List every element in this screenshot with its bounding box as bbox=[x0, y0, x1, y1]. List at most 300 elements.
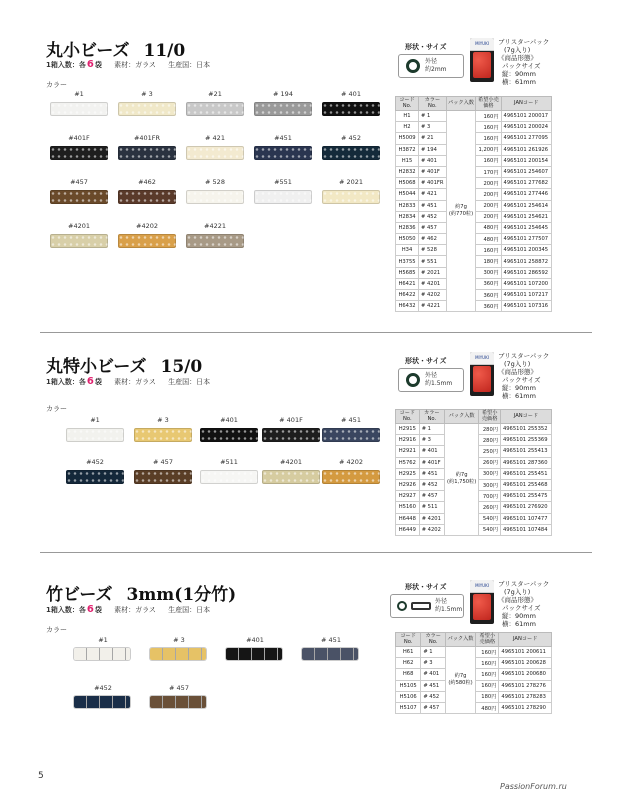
bead-strand-image bbox=[254, 102, 312, 116]
bead-strand-image bbox=[186, 146, 244, 160]
section-1-meta bbox=[46, 59, 210, 70]
price-cell: 160円 bbox=[476, 155, 501, 166]
code-cell: H2836 bbox=[396, 222, 419, 233]
bead-strand-image bbox=[118, 146, 176, 160]
color-swatch bbox=[150, 636, 208, 660]
color-no-cell: # 1 bbox=[421, 647, 446, 658]
code-cell: H2915 bbox=[396, 424, 420, 435]
code-cell: H2926 bbox=[396, 479, 420, 490]
bead-strand-image bbox=[50, 190, 108, 204]
color-no-cell: # 451 bbox=[421, 680, 446, 691]
section-3-title bbox=[46, 580, 236, 605]
color-swatch bbox=[254, 90, 312, 116]
jan-code-cell: 4965101 255475 bbox=[500, 491, 551, 502]
color-no-cell: # 1 bbox=[419, 111, 447, 122]
section-2-meta bbox=[46, 376, 210, 387]
jan-code-cell: 4965101 254607 bbox=[501, 166, 551, 177]
code-cell: H6449 bbox=[396, 524, 420, 535]
code-cell: H62 bbox=[396, 658, 421, 669]
price-cell: 540円 bbox=[479, 513, 501, 524]
color-swatch bbox=[74, 684, 132, 708]
column-header: JANコード bbox=[499, 633, 552, 647]
column-header: JANコード bbox=[500, 410, 551, 424]
box-qty-unit: 袋 bbox=[94, 606, 102, 614]
color-no-cell: # 21 bbox=[419, 133, 447, 144]
bead-strand-image bbox=[186, 190, 244, 204]
shape-size-title: 形状・サイズ bbox=[405, 43, 447, 51]
shape-size-title: 形状・サイズ bbox=[405, 357, 447, 365]
bead-strand-image bbox=[186, 102, 244, 116]
bead-strand-image bbox=[186, 234, 244, 248]
color-no-cell: # 4201 bbox=[419, 278, 447, 289]
code-cell: H5106 bbox=[396, 691, 421, 702]
price-cell: 160円 bbox=[476, 133, 501, 144]
code-cell: H5685 bbox=[396, 267, 419, 278]
color-no-cell: # 1 bbox=[419, 424, 444, 435]
jan-code-cell: 4965101 261926 bbox=[501, 144, 551, 155]
jan-code-cell: 4965101 255451 bbox=[500, 468, 551, 479]
price-cell: 160円 bbox=[476, 658, 499, 669]
color-number-label: #4201 bbox=[68, 222, 90, 230]
jan-code-cell: 4965101 276920 bbox=[500, 502, 551, 513]
box-qty-unit: 袋 bbox=[94, 378, 102, 386]
color-number-label: # 194 bbox=[273, 90, 293, 98]
jan-code-cell: 4965101 200345 bbox=[501, 245, 551, 256]
color-swatch bbox=[262, 458, 320, 484]
color-number-label: #452 bbox=[94, 684, 112, 692]
bead-strand-image bbox=[150, 648, 206, 660]
color-no-cell: # 452 bbox=[419, 479, 444, 490]
code-cell: H5009 bbox=[396, 133, 419, 144]
jan-code-cell: 4965101 254645 bbox=[501, 222, 551, 233]
shape-caption: 外径 約1.5mm bbox=[425, 372, 453, 387]
price-cell: 200円 bbox=[476, 211, 501, 222]
code-cell: H6421 bbox=[396, 278, 419, 289]
product-size: 3mm(1分竹) bbox=[126, 585, 237, 605]
bead-strand-image bbox=[50, 102, 108, 116]
price-cell: 180円 bbox=[476, 691, 499, 702]
color-no-cell: # 401FR bbox=[419, 178, 447, 189]
color-number-label: #1 bbox=[74, 90, 84, 98]
color-swatch bbox=[302, 636, 360, 660]
section-3-meta bbox=[46, 604, 210, 615]
jan-code-cell: 4965101 200680 bbox=[499, 669, 552, 680]
price-cell: 200円 bbox=[476, 200, 501, 211]
jan-code-cell: 4965101 255352 bbox=[500, 424, 551, 435]
box-qty-label: 1箱入数：各 bbox=[46, 606, 86, 614]
color-number-label: # 451 bbox=[341, 416, 361, 424]
product-size: 15/0 bbox=[160, 357, 203, 377]
price-cell: 540円 bbox=[479, 524, 501, 535]
jan-code-cell: 4965101 277507 bbox=[501, 234, 551, 245]
color-swatch bbox=[200, 458, 258, 484]
color-swatch bbox=[322, 134, 380, 160]
color-no-cell: # 401F bbox=[419, 166, 447, 177]
price-cell: 360円 bbox=[476, 290, 501, 301]
column-header: パック入数 bbox=[444, 410, 478, 424]
bead-strand-image bbox=[50, 146, 108, 160]
bead-strand-image bbox=[200, 428, 258, 442]
blister-pack-image: MIYUKI bbox=[470, 352, 494, 396]
jan-code-cell: 4965101 255413 bbox=[500, 446, 551, 457]
bead-strand-image bbox=[254, 146, 312, 160]
bead-strand-image bbox=[322, 102, 380, 116]
table-row bbox=[396, 111, 552, 122]
code-cell: H5044 bbox=[396, 189, 419, 200]
price-cell: 360円 bbox=[476, 301, 501, 312]
color-number-label: # 457 bbox=[153, 458, 173, 466]
shape-frame bbox=[398, 54, 464, 78]
code-cell: H1 bbox=[396, 111, 419, 122]
color-no-cell: # 3 bbox=[419, 122, 447, 133]
bead-strand-image bbox=[50, 234, 108, 248]
shape-frame bbox=[390, 594, 464, 618]
shape-frame bbox=[398, 368, 464, 392]
price-cell: 300円 bbox=[479, 468, 501, 479]
price-cell: 200円 bbox=[476, 178, 501, 189]
product-size: 11/0 bbox=[143, 41, 186, 61]
price-cell: 280円 bbox=[479, 424, 501, 435]
color-swatch bbox=[322, 416, 380, 442]
product-name: 丸特小ビーズ bbox=[46, 357, 147, 377]
jan-code-cell: 4965101 277682 bbox=[501, 178, 551, 189]
color-number-label: #401F bbox=[68, 134, 90, 142]
round-bead-icon bbox=[406, 59, 420, 73]
jan-code-cell: 4965101 278290 bbox=[499, 702, 552, 713]
jan-code-cell: 4965101 278276 bbox=[499, 680, 552, 691]
color-number-label: # 401 bbox=[341, 90, 361, 98]
color-number-label: # 4202 bbox=[338, 458, 364, 466]
color-number-label: #401FR bbox=[133, 134, 161, 142]
color-number-label: # 528 bbox=[205, 178, 225, 186]
box-qty-label: 1箱入数：各 bbox=[46, 378, 86, 386]
spec-table-1 bbox=[395, 96, 552, 312]
color-swatch bbox=[50, 222, 108, 248]
price-cell: 160円 bbox=[476, 111, 501, 122]
color-no-cell: # 457 bbox=[419, 491, 444, 502]
color-no-cell: # 452 bbox=[421, 691, 446, 702]
color-swatch bbox=[186, 178, 244, 204]
pack-amount-cell: 約7g (約770粒) bbox=[446, 111, 476, 312]
bead-strand-image bbox=[322, 470, 380, 484]
jan-code-cell: 4965101 200024 bbox=[501, 122, 551, 133]
package-info: ブリスターパック (7g入り) 《商品形態》 パックサイズ 縦：90mm 横：61mm bbox=[498, 580, 550, 628]
price-cell: 160円 bbox=[476, 669, 499, 680]
color-swatch bbox=[134, 416, 192, 442]
color-no-cell: # 401 bbox=[419, 446, 444, 457]
price-cell: 200円 bbox=[476, 189, 501, 200]
origin: 生産国：日本 bbox=[168, 378, 211, 386]
color-number-label: #457 bbox=[70, 178, 88, 186]
color-number-label: #451 bbox=[274, 134, 292, 142]
color-heading: カラー bbox=[46, 81, 67, 89]
color-swatch bbox=[226, 636, 284, 660]
box-qty-number: 6 bbox=[86, 59, 94, 70]
color-no-cell: # 401 bbox=[419, 155, 447, 166]
color-number-label: #401 bbox=[220, 416, 238, 424]
section-divider bbox=[40, 552, 592, 553]
code-cell: H5068 bbox=[396, 178, 419, 189]
color-no-cell: # 4202 bbox=[419, 290, 447, 301]
price-cell: 260円 bbox=[479, 457, 501, 468]
bead-strand-image bbox=[254, 190, 312, 204]
color-no-cell: # 551 bbox=[419, 256, 447, 267]
color-swatch bbox=[150, 684, 208, 708]
column-header: パック入数 bbox=[446, 97, 476, 111]
color-swatch bbox=[134, 458, 192, 484]
color-number-label: # 3 bbox=[157, 416, 169, 424]
bead-strand-image bbox=[118, 190, 176, 204]
color-number-label: # 3 bbox=[173, 636, 185, 644]
price-cell: 160円 bbox=[476, 245, 501, 256]
bead-strand-image bbox=[322, 190, 380, 204]
origin: 生産国：日本 bbox=[168, 606, 211, 614]
jan-code-cell: 4965101 107316 bbox=[501, 301, 551, 312]
bead-strand-image bbox=[74, 648, 130, 660]
color-no-cell: # 457 bbox=[421, 702, 446, 713]
column-header: パック入数 bbox=[445, 633, 475, 647]
price-cell: 480円 bbox=[476, 234, 501, 245]
code-cell: H2 bbox=[396, 122, 419, 133]
bead-strand-image bbox=[134, 470, 192, 484]
color-number-label: #21 bbox=[208, 90, 222, 98]
price-cell: 360円 bbox=[476, 278, 501, 289]
color-no-cell: # 2021 bbox=[419, 267, 447, 278]
color-number-label: #4201 bbox=[280, 458, 302, 466]
column-header: JANコード bbox=[501, 97, 551, 111]
spec-table-3 bbox=[395, 632, 552, 714]
price-cell: 170円 bbox=[476, 166, 501, 177]
color-number-label: #4221 bbox=[204, 222, 226, 230]
section-2-title bbox=[46, 352, 202, 377]
bead-strand-image bbox=[66, 428, 124, 442]
bead-strand-image bbox=[226, 648, 282, 660]
color-swatch bbox=[118, 134, 176, 160]
price-cell: 160円 bbox=[476, 122, 501, 133]
color-no-cell: # 457 bbox=[419, 222, 447, 233]
jan-code-cell: 4965101 278283 bbox=[499, 691, 552, 702]
jan-code-cell: 4965101 277095 bbox=[501, 133, 551, 144]
color-swatch bbox=[118, 222, 176, 248]
table-header-row bbox=[396, 410, 552, 424]
color-number-label: # 452 bbox=[341, 134, 361, 142]
code-cell: H68 bbox=[396, 669, 421, 680]
code-cell: H2834 bbox=[396, 211, 419, 222]
code-cell: H34 bbox=[396, 245, 419, 256]
bead-strand-image bbox=[200, 470, 258, 484]
package-info: ブリスターパック (7g入り) 《商品形態》 パックサイズ 縦：90mm 横：61mm bbox=[498, 38, 550, 86]
jan-code-cell: 4965101 254621 bbox=[501, 211, 551, 222]
section-divider bbox=[40, 332, 592, 333]
column-header: 希望小売価格 bbox=[479, 410, 501, 424]
code-cell: H61 bbox=[396, 647, 421, 658]
color-number-label: #1 bbox=[90, 416, 100, 424]
table-row bbox=[396, 424, 552, 435]
code-cell: H2927 bbox=[396, 491, 420, 502]
price-cell: 480円 bbox=[476, 222, 501, 233]
shape-size-title: 形状・サイズ bbox=[405, 583, 447, 591]
color-number-label: #452 bbox=[86, 458, 104, 466]
column-header: コード No. bbox=[396, 633, 421, 647]
box-qty-number: 6 bbox=[86, 376, 94, 387]
box-qty-label: 1箱入数：各 bbox=[46, 61, 86, 69]
column-header: 希望小売価格 bbox=[476, 633, 499, 647]
color-swatch bbox=[74, 636, 132, 660]
color-no-cell: # 462 bbox=[419, 234, 447, 245]
table-header-row bbox=[396, 633, 552, 647]
color-number-label: #401 bbox=[246, 636, 264, 644]
color-number-label: # 2021 bbox=[338, 178, 364, 186]
color-number-label: #551 bbox=[274, 178, 292, 186]
material: 素材：ガラス bbox=[114, 606, 156, 614]
bead-strand-image bbox=[150, 696, 206, 708]
jan-code-cell: 4965101 287360 bbox=[500, 457, 551, 468]
jan-code-cell: 4965101 277446 bbox=[501, 189, 551, 200]
table-row bbox=[396, 647, 552, 658]
column-header: カラー No. bbox=[421, 633, 446, 647]
price-cell: 250円 bbox=[479, 446, 501, 457]
blister-pack-image: MIYUKI bbox=[470, 580, 494, 624]
bead-strand-image bbox=[302, 648, 358, 660]
code-cell: H15 bbox=[396, 155, 419, 166]
jan-code-cell: 4965101 255369 bbox=[500, 435, 551, 446]
code-cell: H5107 bbox=[396, 702, 421, 713]
color-no-cell: # 511 bbox=[419, 502, 444, 513]
material: 素材：ガラス bbox=[114, 61, 156, 69]
color-no-cell: # 421 bbox=[419, 189, 447, 200]
color-swatch bbox=[186, 134, 244, 160]
jan-code-cell: 4965101 258872 bbox=[501, 256, 551, 267]
color-no-cell: # 401 bbox=[421, 669, 446, 680]
color-swatch bbox=[66, 416, 124, 442]
price-cell: 700円 bbox=[479, 491, 501, 502]
code-cell: H3755 bbox=[396, 256, 419, 267]
page-number: 5 bbox=[38, 771, 44, 781]
color-swatch bbox=[118, 178, 176, 204]
box-qty-number: 6 bbox=[86, 604, 94, 615]
blister-pack-image: MIYUKI bbox=[470, 38, 494, 82]
material: 素材：ガラス bbox=[114, 378, 156, 386]
bead-strand-image bbox=[262, 428, 320, 442]
price-cell: 300円 bbox=[479, 479, 501, 490]
jan-code-cell: 4965101 107484 bbox=[500, 524, 551, 535]
jan-code-cell: 4965101 107217 bbox=[501, 290, 551, 301]
color-number-label: #1 bbox=[98, 636, 108, 644]
bead-strand-image bbox=[322, 146, 380, 160]
color-no-cell: # 528 bbox=[419, 245, 447, 256]
color-no-cell: # 401F bbox=[419, 457, 444, 468]
column-header: コード No. bbox=[396, 410, 420, 424]
color-number-label: #462 bbox=[138, 178, 156, 186]
price-cell: 180円 bbox=[476, 256, 501, 267]
origin: 生産国：日本 bbox=[168, 61, 211, 69]
color-swatch bbox=[262, 416, 320, 442]
color-swatch bbox=[186, 222, 244, 248]
jan-code-cell: 4965101 107200 bbox=[501, 278, 551, 289]
color-swatch bbox=[254, 178, 312, 204]
product-name: 竹ビーズ bbox=[46, 585, 113, 605]
price-cell: 1,200円 bbox=[476, 144, 501, 155]
jan-code-cell: 4965101 254614 bbox=[501, 200, 551, 211]
price-cell: 300円 bbox=[476, 267, 501, 278]
bead-strand-image bbox=[118, 102, 176, 116]
code-cell: H2916 bbox=[396, 435, 420, 446]
color-swatch bbox=[50, 134, 108, 160]
pack-amount-cell: 約7g (約1,750粒) bbox=[444, 424, 478, 536]
bugle-bead-icon bbox=[411, 602, 431, 610]
color-number-label: #511 bbox=[220, 458, 238, 466]
jan-code-cell: 4965101 200017 bbox=[501, 111, 551, 122]
color-no-cell: # 3 bbox=[421, 658, 446, 669]
bead-strand-image bbox=[66, 470, 124, 484]
bead-strand-image bbox=[262, 470, 320, 484]
bead-strand-image bbox=[134, 428, 192, 442]
color-number-label: # 451 bbox=[321, 636, 341, 644]
color-no-cell: # 4202 bbox=[419, 524, 444, 535]
price-cell: 260円 bbox=[479, 502, 501, 513]
code-cell: H6448 bbox=[396, 513, 420, 524]
jan-code-cell: 4965101 255468 bbox=[500, 479, 551, 490]
color-swatch bbox=[254, 134, 312, 160]
pack-amount-cell: 約7g (約580粒) bbox=[445, 647, 475, 714]
column-header: カラー No. bbox=[419, 97, 447, 111]
color-no-cell: # 3 bbox=[419, 435, 444, 446]
code-cell: H6422 bbox=[396, 290, 419, 301]
color-heading: カラー bbox=[46, 626, 67, 634]
jan-code-cell: 4965101 286592 bbox=[501, 267, 551, 278]
color-no-cell: # 451 bbox=[419, 468, 444, 479]
code-cell: H2921 bbox=[396, 446, 420, 457]
round-bead-icon bbox=[406, 373, 420, 387]
bugle-end-icon bbox=[397, 601, 407, 611]
color-number-label: # 457 bbox=[169, 684, 189, 692]
code-cell: H5105 bbox=[396, 680, 421, 691]
jan-code-cell: 4965101 200154 bbox=[501, 155, 551, 166]
color-no-cell: # 451 bbox=[419, 200, 447, 211]
color-swatch bbox=[66, 458, 124, 484]
product-name: 丸小ビーズ bbox=[46, 41, 130, 61]
column-header: 希望小売価格 bbox=[476, 97, 501, 111]
section-1-title bbox=[46, 36, 185, 61]
color-heading: カラー bbox=[46, 405, 67, 413]
column-header: カラー No. bbox=[419, 410, 444, 424]
color-swatch bbox=[322, 90, 380, 116]
price-cell: 160円 bbox=[476, 680, 499, 691]
column-header: コード No. bbox=[396, 97, 419, 111]
watermark-site: PassionForum.ru bbox=[500, 782, 567, 791]
color-number-label: # 401F bbox=[279, 416, 303, 424]
code-cell: H5160 bbox=[396, 502, 420, 513]
color-no-cell: # 4201 bbox=[419, 513, 444, 524]
jan-code-cell: 4965101 200628 bbox=[499, 658, 552, 669]
code-cell: H6432 bbox=[396, 301, 419, 312]
color-no-cell: # 4221 bbox=[419, 301, 447, 312]
color-no-cell: # 452 bbox=[419, 211, 447, 222]
color-swatch bbox=[322, 178, 380, 204]
code-cell: H5050 bbox=[396, 234, 419, 245]
color-number-label: # 421 bbox=[205, 134, 225, 142]
color-number-label: # 3 bbox=[141, 90, 153, 98]
price-cell: 280円 bbox=[479, 435, 501, 446]
color-swatch bbox=[50, 178, 108, 204]
price-cell: 160円 bbox=[476, 647, 499, 658]
bead-strand-image bbox=[118, 234, 176, 248]
shape-caption: 外径 約2mm bbox=[425, 58, 447, 73]
color-swatch bbox=[322, 458, 380, 484]
color-swatch bbox=[50, 90, 108, 116]
color-swatch bbox=[118, 90, 176, 116]
code-cell: H2832 bbox=[396, 166, 419, 177]
